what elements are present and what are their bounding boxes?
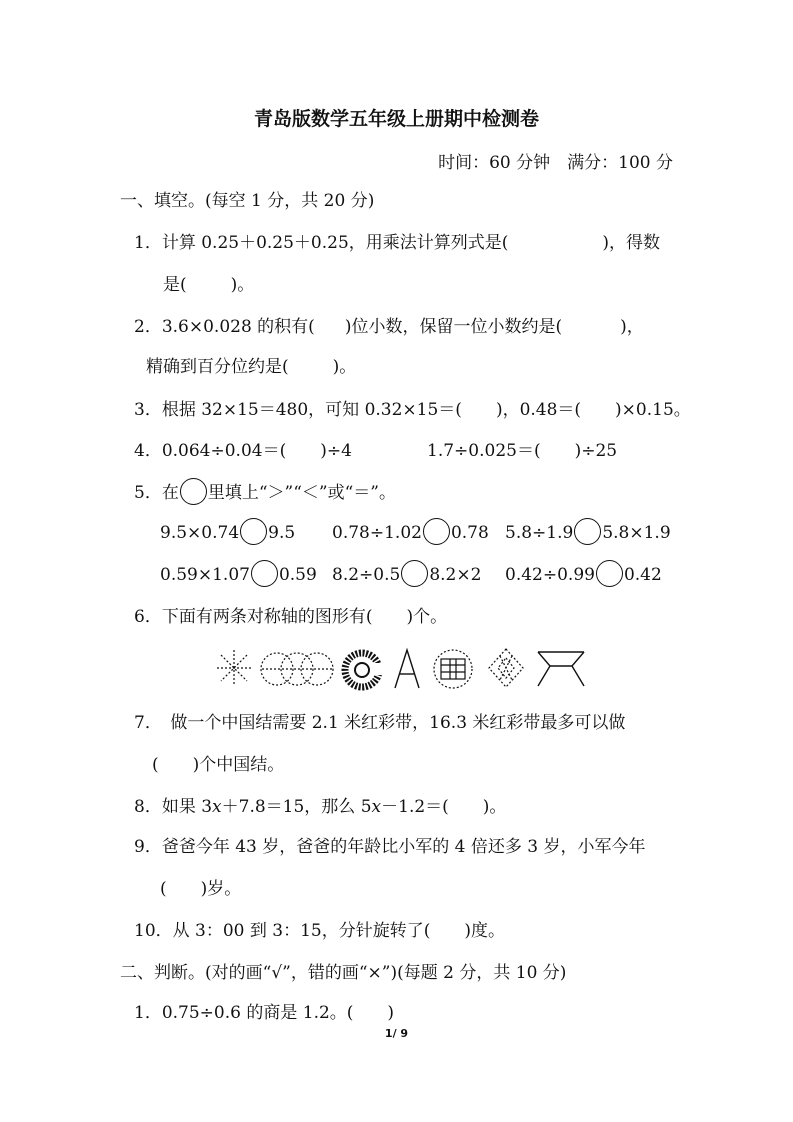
compare-item: 5.8÷1.9 5.8×1.9: [505, 522, 671, 545]
section-2-heading: 二、判断。(对的画“√”，错的画“×”)(每题 2 分，共 10 分): [120, 963, 567, 983]
letter-a-figure-icon: [395, 650, 419, 688]
question-4-part-a: 4．0.064÷0.04＝( )÷4: [134, 441, 352, 461]
question-9-line-2: ( )岁。: [160, 879, 242, 899]
question-10: 10．从 3：00 到 3：15，分针旋转了( )度。: [134, 921, 506, 941]
question-2-line-2: 精确到百分位约是( )。: [146, 357, 357, 377]
exam-time-score: 时间：60 分钟 满分：100 分: [438, 153, 673, 173]
compare-circle-sample: [180, 478, 207, 505]
compare-circle[interactable]: [423, 518, 450, 545]
question-8: 8．如果 3x＋7.8＝15，那么 5x－1.2＝( )。: [134, 797, 507, 817]
section-1-heading: 一、填空。(每空 1 分，共 20 分): [120, 191, 375, 211]
page-number: 1/ 9: [384, 1027, 409, 1040]
question-9-line-1: 9．爸爸今年 43 岁，爸爸的年龄比小军的 4 倍还多 3 岁，小军今年: [134, 837, 646, 857]
compare-circle[interactable]: [596, 560, 623, 587]
question-3: 3．根据 32×15＝480，可知 0.32×15＝( )，0.48＝( )×0.15。: [134, 400, 691, 420]
compare-item: 0.59×1.07 0.59: [160, 564, 317, 587]
trapezoid-figure-icon: [538, 652, 584, 686]
asterisk-figure-icon: [217, 650, 251, 686]
compare-circle[interactable]: [251, 560, 278, 587]
compare-item: 0.78÷1.02 0.78: [332, 522, 489, 545]
question-4-part-b: 1.7÷0.025＝( )÷25: [427, 441, 618, 461]
compare-circle[interactable]: [240, 518, 267, 545]
symmetry-figures: [212, 646, 592, 692]
question-6: 6．下面有两条对称轴的图形有( )个。: [134, 607, 448, 627]
c-pattern-figure-icon: [345, 653, 384, 687]
judgment-question-1: 1．0.75÷0.6 的商是 1.2。( ): [134, 1003, 395, 1023]
question-5-instruction: 5．在 里填上“＞”“＜”或“＝”。: [134, 482, 396, 505]
page-title: 青岛版数学五年级上册期中检测卷: [253, 108, 539, 130]
compare-item: 9.5×0.74 9.5: [160, 522, 295, 545]
three-circles-figure-icon: [261, 653, 333, 685]
question-7-line-2: ( )个中国结。: [152, 755, 285, 775]
seal-character-figure-icon: [434, 650, 472, 688]
compare-circle[interactable]: [574, 518, 601, 545]
compare-circle[interactable]: [401, 560, 428, 587]
diamond-figure-icon: [489, 649, 523, 687]
compare-item: 8.2÷0.5 8.2×2: [332, 564, 481, 587]
question-1-line-2: 是( )。: [163, 275, 255, 295]
question-7-line-1: 7． 做一个中国结需要 2.1 米红彩带，16.3 米红彩带最多可以做: [134, 713, 626, 733]
question-2-line-1: 2．3.6×0.028 的积有( )位小数，保留一位小数约是( )，: [134, 317, 644, 337]
compare-item: 0.42÷0.99 0.42: [505, 564, 662, 587]
question-1-line-1: 1．计算 0.25＋0.25＋0.25，用乘法计算列式是( )，得数: [134, 233, 661, 253]
